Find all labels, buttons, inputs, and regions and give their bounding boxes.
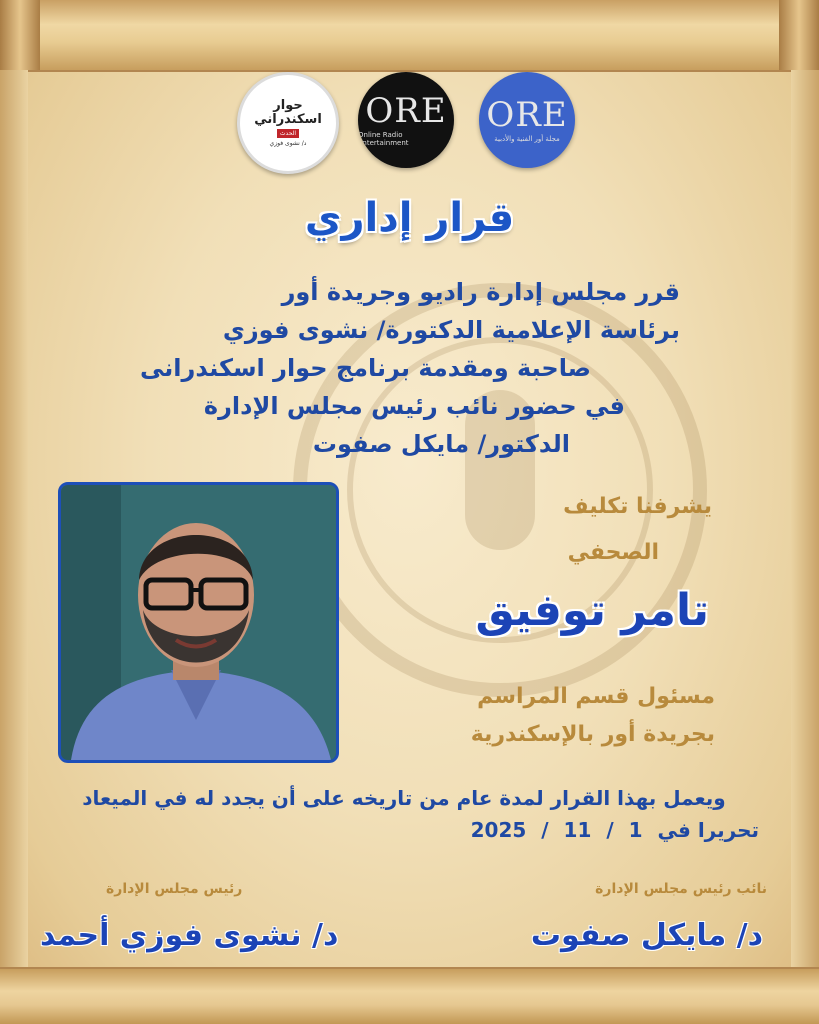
dated-line bbox=[463, 818, 759, 842]
scroll-top-roll bbox=[0, 0, 819, 72]
body-line-1: قرر مجلس إدارة راديو وجريدة أور bbox=[281, 278, 680, 306]
decision-body bbox=[140, 273, 680, 463]
ore-radio-logo bbox=[358, 72, 454, 168]
hewar-eskandarani-logo bbox=[237, 72, 339, 174]
decision-title: قرار إداري bbox=[304, 195, 515, 241]
logo-right-sub: مجلة أور الفنية والأدبية bbox=[494, 134, 560, 143]
body-line-2: برئاسة الإعلامية الدكتورة/ نشوى فوزي bbox=[222, 316, 680, 344]
chair-name: د/ نشوى فوزي أحمد bbox=[40, 918, 339, 953]
dated-month: 11 bbox=[563, 818, 592, 842]
portrait-illustration bbox=[61, 485, 336, 760]
validity-statement: ويعمل بهذا القرار لمدة عام من تاريخه على أن يجدد له في الميعاد bbox=[82, 786, 726, 810]
appointee-name: تامر توفيق bbox=[475, 585, 709, 636]
vice-chair-name: د/ مايكل صفوت bbox=[530, 918, 763, 953]
logo-left-tag: الحدث bbox=[277, 129, 299, 138]
body-line-5: الدكتور/ مايكل صفوت bbox=[312, 430, 570, 458]
ore-magazine-logo bbox=[479, 72, 575, 168]
logo-right-text: ORE bbox=[486, 94, 568, 135]
role-line-2: بجريدة أور بالإسكندرية bbox=[470, 722, 715, 747]
body-line-3: صاحبة ومقدمة برنامج حوار اسكندرانى bbox=[140, 354, 591, 382]
logo-mid-text: ORE bbox=[365, 90, 447, 131]
logo-mid-sub: Online Radio Entertainment bbox=[358, 130, 409, 147]
appointee-photo bbox=[58, 482, 339, 763]
dated-year: 2025 bbox=[470, 818, 527, 842]
chair-title: رئيس مجلس الإدارة bbox=[106, 881, 243, 897]
logo-left-sub: د/ نشوى فوزي bbox=[269, 140, 307, 148]
vice-chair-title: نائب رئيس مجلس الإدارة bbox=[595, 881, 767, 897]
dated-sep-2: / bbox=[541, 818, 549, 842]
logos-row bbox=[0, 72, 819, 172]
dated-day: 1 bbox=[628, 818, 643, 842]
scroll-bottom-roll bbox=[0, 967, 819, 1024]
dated-label: تحريرا في bbox=[657, 818, 759, 842]
body-line-4: في حضور نائب رئيس مجلس الإدارة bbox=[203, 392, 625, 420]
profession-text: الصحفي bbox=[567, 540, 659, 565]
dated-sep-1: / bbox=[606, 818, 614, 842]
role-line-1: مسئول قسم المراسم bbox=[477, 684, 715, 709]
logo-left-text: حوار اسكندراني bbox=[254, 97, 322, 127]
honor-text: يشرفنا تكليف bbox=[563, 494, 712, 519]
